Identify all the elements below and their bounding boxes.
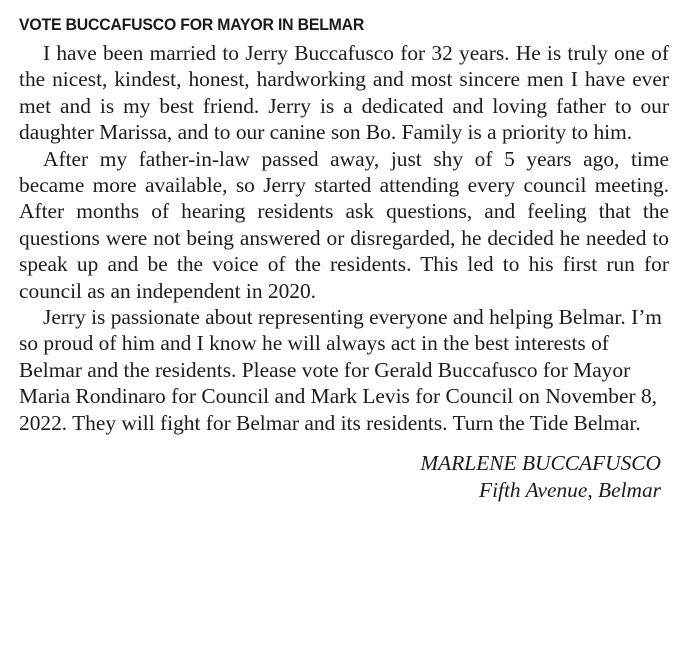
signature-location: Fifth Avenue, Belmar [479, 477, 661, 502]
letter-paragraph-2: After my father-in-law passed away, just shy of 5 years ago, time became more available, so Jerry started attending every council meeting. After months of hearing residents ask questions, and feeling that the questions were not being answered or disregarded, he decided he needed to speak up and be the voice of the residents. This led to his first run for council as an independent in 2020. [19, 146, 669, 303]
letter-headline: VOTE BUCCAFUSCO FOR MAYOR IN BELMAR [19, 15, 365, 34]
letter-to-editor [19, 14, 669, 503]
letter-signature [19, 450, 669, 503]
letter-paragraph-3: Jerry is passionate about representing everyone and helping Belmar. I’m so proud of him and I know he will always act in the best interests of Belmar and the residents. Please vote for Gerald Buccafusco for Mayor Maria Rondinaro for Council and Mark Levis for Council on November 8, 2022. They will fight for Belmar and its residents. Turn the Tide Belmar. [19, 305, 662, 435]
letter-paragraph-1: I have been married to Jerry Buccafusco for 32 years. He is truly one of the nicest, kindest, honest, hardworking and most sincere men I have ever met and is my best friend. Jerry is a dedicated and loving father to our daughter Marissa, and to our canine son Bo. Family is a priority to him. [19, 41, 669, 145]
signature-name: MARLENE BUCCAFUSCO [420, 451, 661, 476]
